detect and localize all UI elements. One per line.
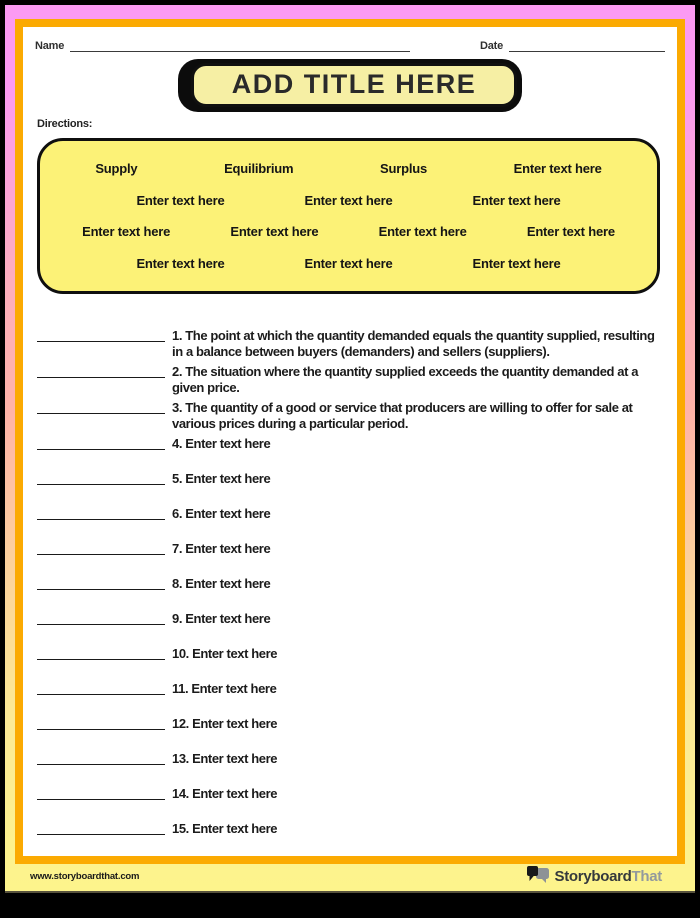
worksheet-page <box>5 5 695 893</box>
name-date-row <box>35 40 665 52</box>
word-bank-item[interactable]: Enter text here <box>304 192 393 208</box>
question-text[interactable]: 15. Enter text here <box>172 821 278 836</box>
question-item <box>37 716 665 732</box>
name-blank-line <box>70 40 410 52</box>
question-text[interactable]: 8. Enter text here <box>172 576 271 591</box>
answer-blank-line <box>37 611 165 625</box>
answer-blank-line <box>37 400 165 414</box>
word-bank-item[interactable]: Enter text here <box>230 224 319 240</box>
word-bank-item[interactable]: Enter text here <box>378 224 467 240</box>
answer-blank-line <box>37 716 165 730</box>
question-text: 3. The quantity of a good or service that producers are willing to offer for sale at various prices during a particular period. <box>172 400 633 431</box>
question-item <box>37 821 665 837</box>
question-text[interactable]: 12. Enter text here <box>172 716 278 731</box>
question-text[interactable]: 5. Enter text here <box>172 471 271 486</box>
word-bank-item[interactable]: Supply <box>95 161 138 177</box>
question-item <box>37 471 665 487</box>
speech-bubbles-icon <box>527 865 550 889</box>
word-bank-item[interactable]: Equilibrium <box>224 161 294 177</box>
answer-blank-line <box>37 364 165 378</box>
question-text[interactable]: 4. Enter text here <box>172 436 271 451</box>
directions-label: Directions: <box>37 118 93 130</box>
question-item <box>37 364 665 396</box>
answer-blank-line <box>37 436 165 450</box>
logo-text <box>555 868 662 885</box>
answer-blank-line <box>37 576 165 590</box>
date-label: Date <box>480 40 504 52</box>
question-item <box>37 681 665 697</box>
word-bank-item[interactable]: Enter text here <box>526 224 615 240</box>
logo-text-that: That <box>631 868 662 885</box>
storyboardthat-logo <box>527 865 662 889</box>
question-text[interactable]: 13. Enter text here <box>172 751 278 766</box>
answer-blank-line <box>37 506 165 520</box>
word-bank-row <box>52 224 645 239</box>
answer-blank-line <box>37 751 165 765</box>
date-field-group <box>480 40 665 52</box>
word-bank-item[interactable]: Enter text here <box>472 255 561 271</box>
orange-frame <box>15 19 685 864</box>
word-bank-item[interactable]: Enter text here <box>513 161 602 177</box>
word-bank-item[interactable]: Enter text here <box>82 224 171 240</box>
word-bank-item[interactable]: Enter text here <box>136 192 225 208</box>
title-pill-shadow <box>178 59 523 112</box>
question-item <box>37 646 665 662</box>
question-item <box>37 786 665 802</box>
question-text[interactable]: 11. Enter text here <box>172 681 277 696</box>
word-bank-item[interactable]: Surplus <box>380 161 428 177</box>
word-bank <box>37 138 660 294</box>
word-bank-item[interactable]: Enter text here <box>472 192 561 208</box>
answer-blank-line <box>37 328 165 342</box>
question-text[interactable]: 6. Enter text here <box>172 506 271 521</box>
name-field-group <box>35 40 410 52</box>
answer-blank-line <box>37 471 165 485</box>
word-bank-item[interactable]: Enter text here <box>304 255 393 271</box>
question-text[interactable]: 14. Enter text here <box>172 786 278 801</box>
question-text: 1. The point at which the quantity demanded equals the quantity supplied, resulting in a balance between buyers (demanders) and sellers (suppliers). <box>172 328 655 359</box>
word-bank-row <box>52 161 645 176</box>
question-list <box>37 328 665 837</box>
answer-blank-line <box>37 681 165 695</box>
question-item <box>37 436 665 452</box>
footer <box>5 864 695 891</box>
question-text[interactable]: 7. Enter text here <box>172 541 271 556</box>
word-bank-row <box>52 193 645 208</box>
answer-blank-line <box>37 541 165 555</box>
question-item <box>37 328 665 360</box>
footer-url: www.storyboardthat.com <box>30 871 140 882</box>
date-blank-line <box>509 40 665 52</box>
question-text: 2. The situation where the quantity supplied exceeds the quantity demanded at a given price. <box>172 364 639 395</box>
question-item <box>37 576 665 592</box>
answer-blank-line <box>37 821 165 835</box>
question-item <box>37 506 665 522</box>
answer-blank-line <box>37 786 165 800</box>
question-item <box>37 751 665 767</box>
question-text[interactable]: 9. Enter text here <box>172 611 271 626</box>
worksheet-title[interactable]: ADD TITLE HERE <box>191 63 518 107</box>
logo-text-storyboard: Storyboard <box>554 868 632 885</box>
worksheet-content <box>23 27 677 856</box>
question-item <box>37 400 665 432</box>
word-bank-item[interactable]: Enter text here <box>136 255 225 271</box>
answer-blank-line <box>37 646 165 660</box>
question-item <box>37 541 665 557</box>
word-bank-row <box>52 256 645 271</box>
question-text[interactable]: 10. Enter text here <box>172 646 278 661</box>
name-label: Name <box>35 40 65 52</box>
title-row <box>35 59 665 112</box>
question-item <box>37 611 665 627</box>
